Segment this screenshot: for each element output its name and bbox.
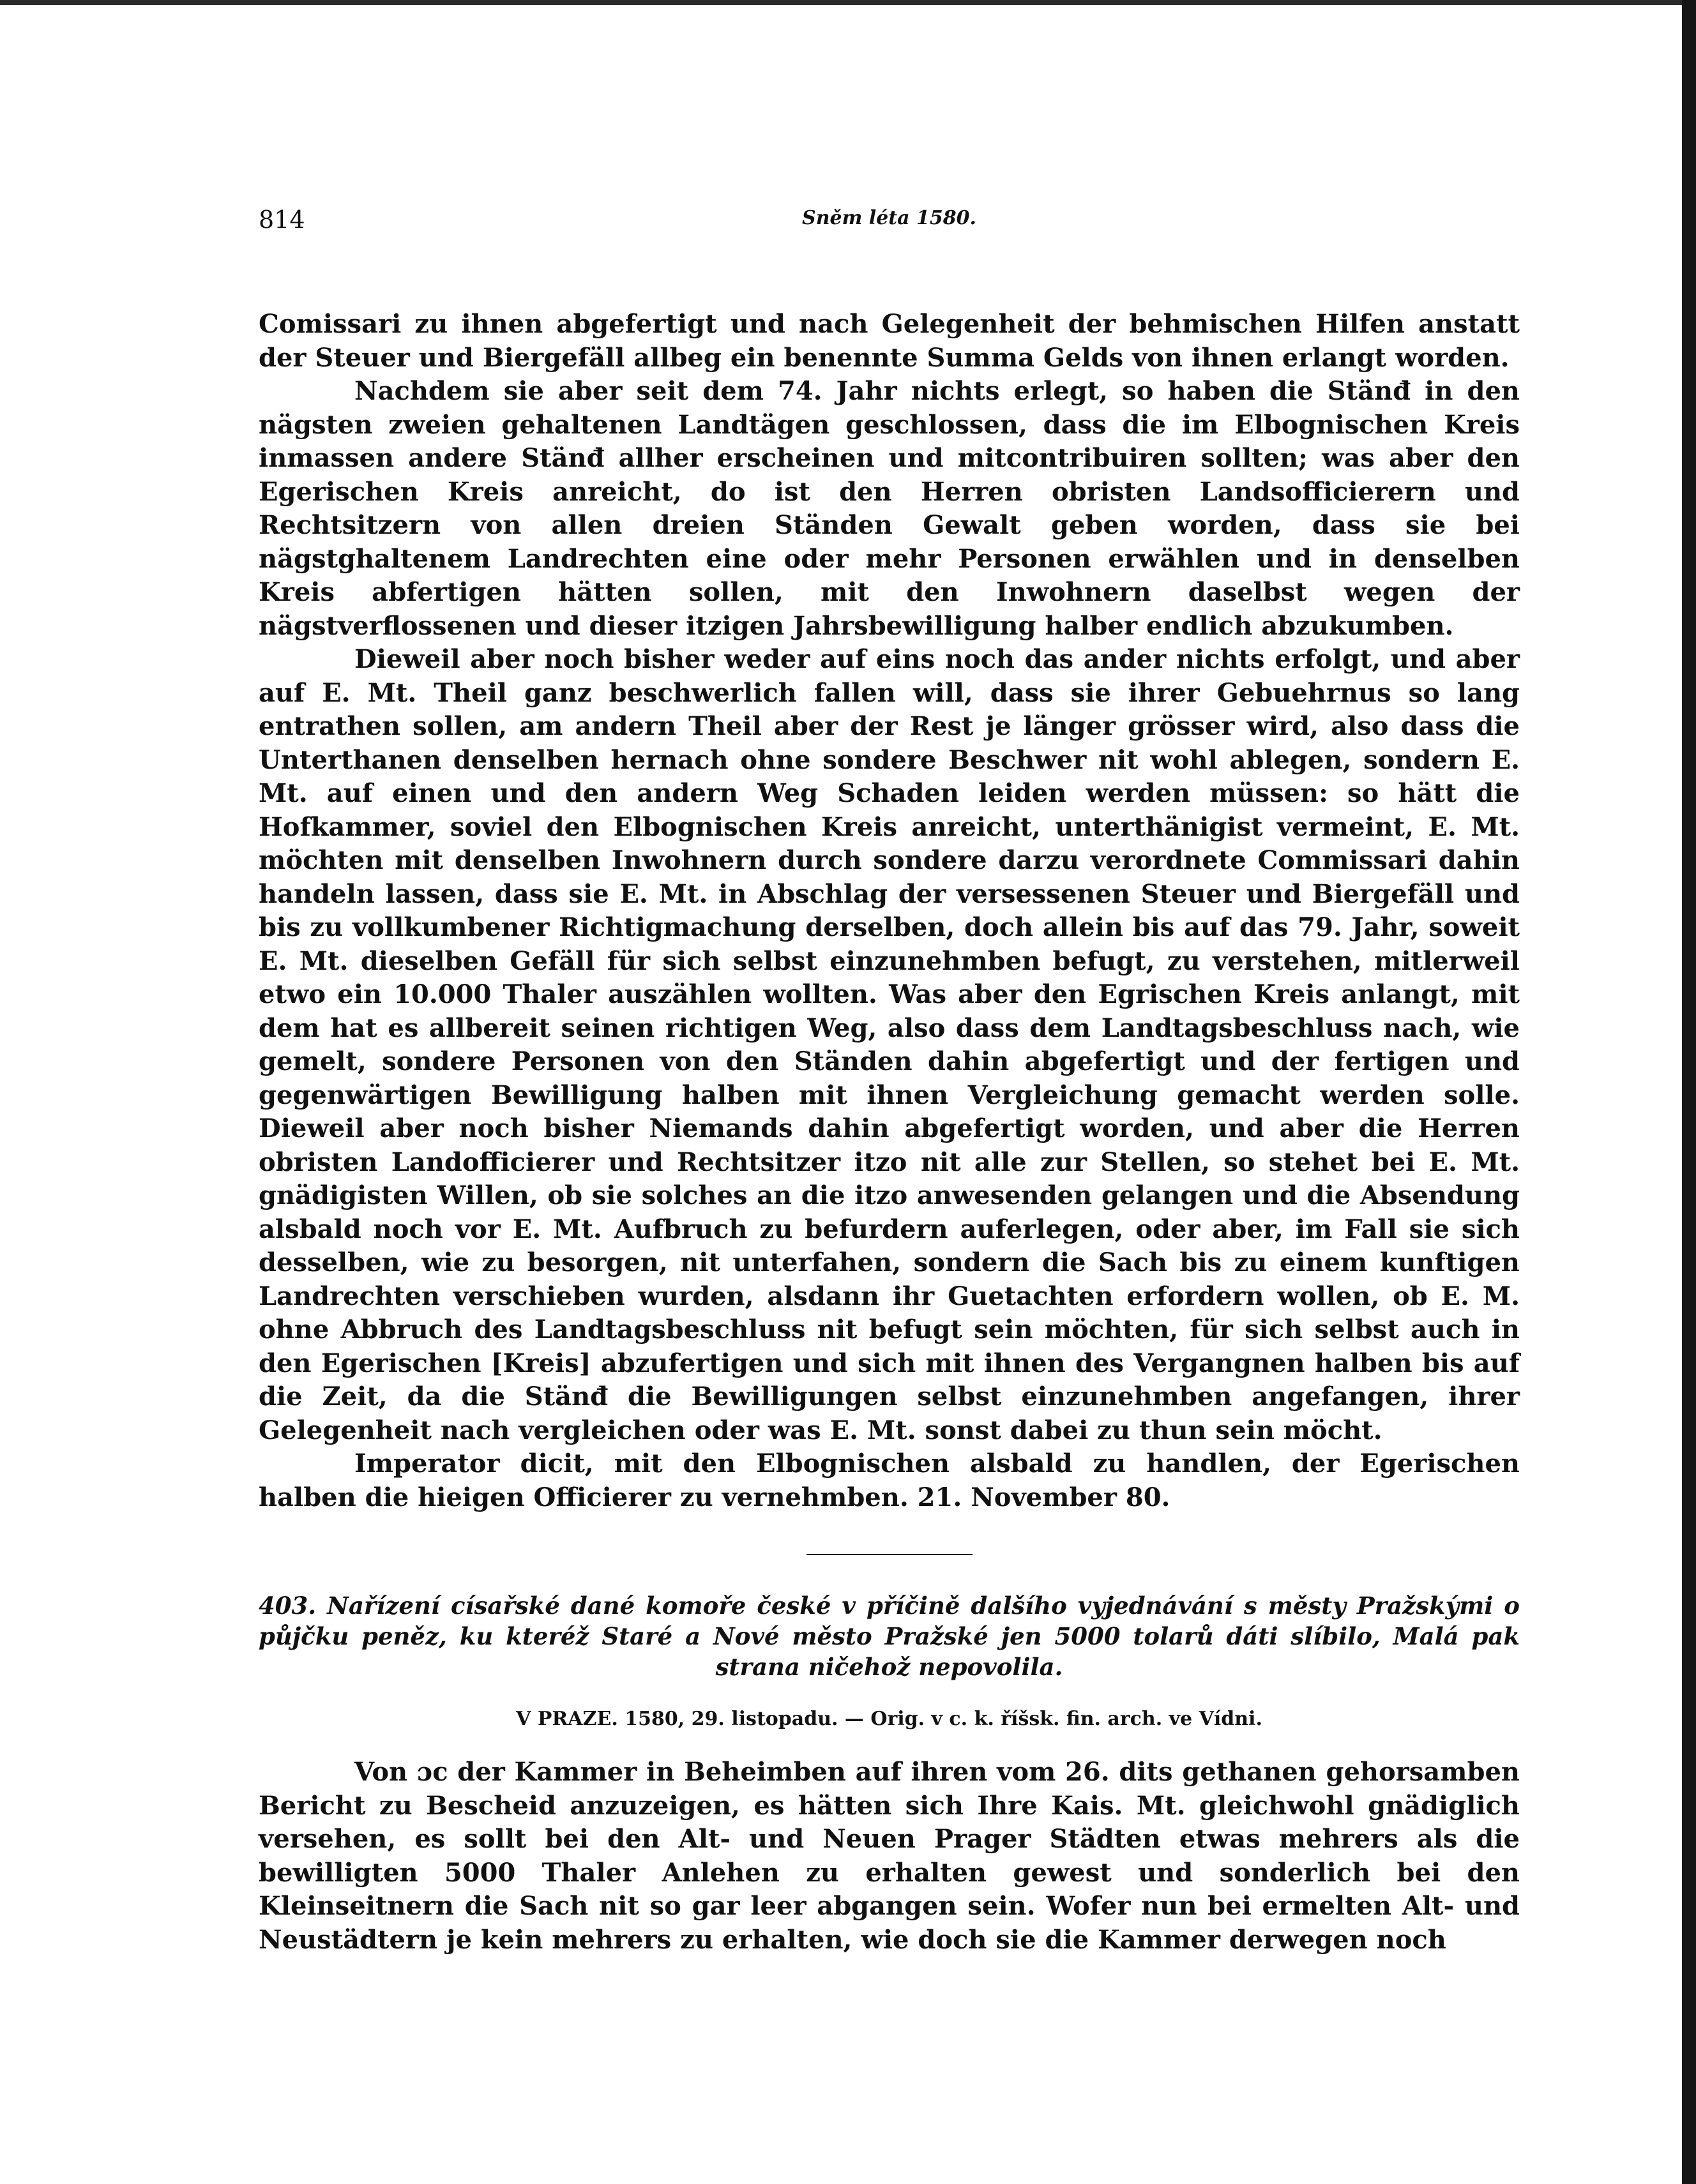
document-body-paragraph: Von ɔc der Kammer in Beheimben auf ihren vom 26. dits gethanen gehorsamben Bericht zu Bescheid anzuzeigen, es hätten sich Ihre Kais. Mt. gleichwohl gnädiglich versehen, es sollt bei den Alt- und Neuen Prager Städten etwas mehrers als die bewilligten 5000 Thaler Anlehen zu erhalten gewest und sonderlich bei den Kleinseitnern die Sach nit so gar leer abgangen sein. Wofer nun bei ermelten Alt- und Neustädtern je kein mehrers zu erhalten, wie doch sie die Kammer derwegen noch — [259, 1757, 1520, 1955]
continuation-paragraph: Nachdem sie aber seit dem 74. Jahr nichts erlegt, so haben die Stänđ in den nägsten zweien gehaltenen Landtägen geschlossen, dass die im Elbognischen Kreis inmassen andere Stänđ allher erscheinen und mitcontribuiren sollten; was aber den Egerischen Kreis anreicht, do ist den Herren obristen Landsofficierern und Rechtsitzern von allen dreien Ständen Gewalt geben worden, dass sie bei nägstghaltenem Landrechten eine oder mehr Personen erwählen und in denselben Kreis abfertigen hätten sollen, mit den Inwohnern daselbst wegen der nägstverflossenen und dieser itzigen Jahrsbewilligung halber endlich abzukumben. — [259, 376, 1520, 641]
scan-right-edge — [1682, 0, 1696, 2184]
continuation-paragraph: Imperator dicit, mit den Elbognischen alsbald zu handlen, der Egerischen halben die hieigen Officierer zu vernehmben. 21. November 80. — [259, 1449, 1520, 1512]
continuation-paragraph: Dieweil aber noch bisher weder auf eins noch das ander nichts erfolgt, und aber auf E. Mt. Theil ganz beschwerlich fallen will, dass sie ihrer Gebuehrnus so lang entrathen sollen, am andern Theil aber der Rest je länger grösser wird, also dass die Unterthanen denselben hernach ohne sondere Beschwer nit wohl ablegen, sondern E. Mt. auf einen und den andern Weg Schaden leiden werden müssen: so hätt die Hofkammer, soviel den Elbognischen Kreis anreicht, unterthänigist vermeint, E. Mt. möchten mit denselben Inwohnern durch sondere darzu verordnete Commissari dahin handeln lassen, dass sie E. Mt. in Abschlag der versessenen Steuer und Biergefäll und bis zu vollkumbener Richtigmachung derselben, doch allein bis auf das 79. Jahr, soweit E. Mt. dieselben Gefäll für sich selbst einzunehmben befugt, zu verstehen, mitlerweil etwo ein 10.000 Thaler auszählen wollten. Was aber den Egrischen Kreis anlangt, mit dem hat es allbereit seinen richtigen Weg, also dass dem Landtagsbeschluss nach, wie gemelt, sondere Personen von den Ständen dahin abgefertigt und der fertigen und gegenwärtigen Bewilligung halben mit ihnen Vergleichung gemacht werden solle. Dieweil aber noch bisher Niemands dahin abgefertigt worden, und aber die Herren obristen Landofficierer und Rechtsitzer itzo nit alle zur Stellen, so stehet bei E. Mt. gnädigisten Willen, ob sie solches an die itzo anwesenden gelangen und die Absendung alsbald noch vor E. Mt. Aufbruch zu befurdern auferlegen, oder aber, im Fall sie sich desselben, wie zu besorgen, nit unterfahen, sondern die Sach bis zu einem kunftigen Landrechten verschieben wurden, alsdann ihr Guetachten erfordern wollen, ob E. M. ohne Abbruch des Landtagsbeschluss nit befugt sein möchten, für sich selbst auch in den Egerischen [Kreis] abzufertigen und sich mit ihnen des Vergangnen halben bis auf die Zeit, da die Stänđ die Bewilligungen selbst einzunehmben angefangen, ihrer Gelegenheit nach vergleichen oder was E. Mt. sonst dabei zu thun sein möcht. — [259, 644, 1520, 1445]
scan-top-edge — [0, 0, 1696, 5]
running-title: Sněm léta 1580. — [802, 207, 976, 229]
page-header — [259, 198, 1520, 236]
document-title: 403. Nařízení císařské dané komoře české v příčině dalšího vyjednávání s městy Pražskými o půjčku peněz, ku kteréž Staré a Nové město Pražské jen 5000 tolarů dáti slíbilo, Malá pak strana ničehož nepovolila. — [259, 1592, 1520, 1681]
document-source: V PRAZE. 1580, 29. listopadu. — Orig. v c. k. říšsk. fin. arch. ve Vídni. — [516, 1708, 1262, 1730]
book-page — [259, 198, 1520, 1957]
section-separator — [806, 1554, 973, 1555]
continuation-paragraph: Comissari zu ihnen abgefertigt und nach Gelegenheit der behmischen Hilfen anstatt der Steuer und Biergefäll allbeg ein benennte Summa Gelds von ihnen erlangt worden. — [259, 309, 1520, 373]
page-number: 814 — [259, 206, 305, 234]
